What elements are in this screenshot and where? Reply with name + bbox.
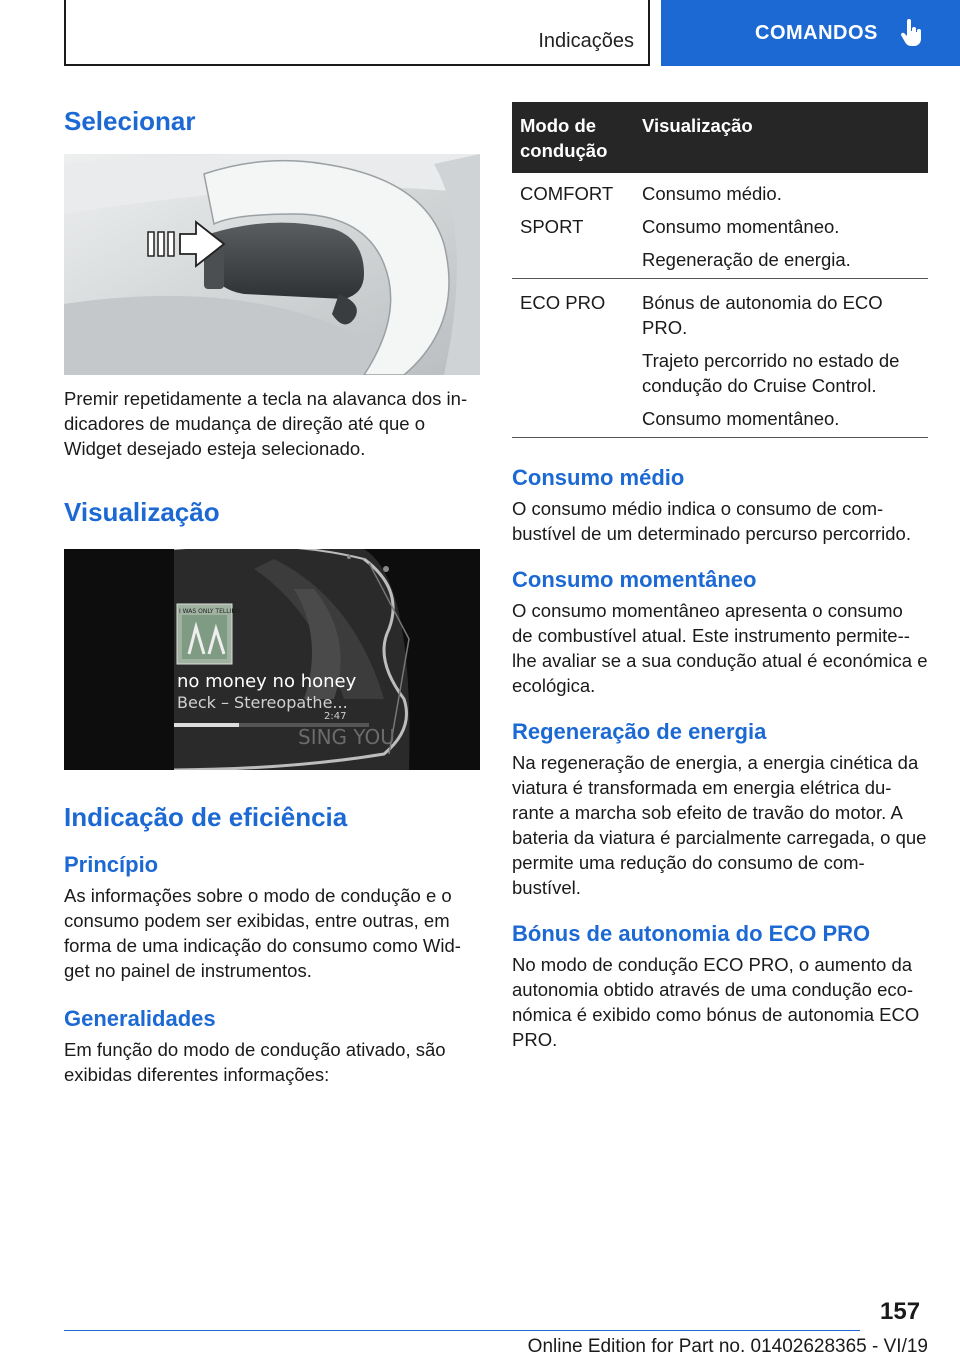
mode-cell: COMFORT [520, 183, 614, 204]
display-cell: Bónus de autonomia do ECO PRO. [642, 292, 883, 338]
display-cell: Consumo momentâneo. [642, 216, 840, 237]
display-cell: Trajeto percorrido no estado de condução do Cruise Control. [642, 350, 900, 396]
pointing-hand-icon [900, 19, 924, 47]
energy-regeneration-heading: Regeneração de energia [512, 719, 767, 744]
table-row [512, 279, 928, 438]
principle-heading: Princípio [64, 852, 159, 877]
display-cell: Consumo momentâneo. [642, 408, 840, 429]
instrument-cluster-screen [64, 549, 480, 770]
driving-mode-table [512, 102, 928, 438]
eco-pro-bonus-paragraph: No modo de condução ECO PRO, o aumento da autonomia obtido através de uma condução eco-nómica é exibido como bónus de autonomia ECO PRO. [512, 954, 920, 1050]
table-header-row [512, 102, 928, 173]
header-frame [64, 0, 650, 66]
track-artist: Beck – Stereopathe... [177, 693, 348, 712]
select-heading: Selecionar [64, 106, 196, 136]
efficiency-heading: Indicação de eficiência [64, 802, 348, 832]
select-paragraph: Premir repetidamente a tecla na alavanca dos in-dicadores de mudança de direção até que o Widget desejado esteja selecionado. [64, 388, 468, 459]
track-time: 2:47 [324, 711, 347, 722]
mode-cell: SPORT [520, 216, 584, 237]
background-text: SING YOU [298, 725, 395, 749]
display-cell: Consumo médio. [642, 183, 782, 204]
avg-consumption-heading: Consumo médio [512, 465, 685, 490]
general-paragraph: Em função do modo de condução ativado, são exibidas diferentes informações: [64, 1039, 446, 1085]
current-consumption-heading: Consumo momentâneo [512, 567, 757, 592]
general-heading: Generalidades [64, 1006, 216, 1031]
table-header-mode: Modo de condução [512, 102, 634, 173]
lever-button-illustration [64, 154, 480, 375]
avg-consumption-paragraph: O consumo médio indica o consumo de com-bustível de um determinado percurso percorrido. [512, 498, 911, 544]
footer-divider [64, 1330, 860, 1331]
track-title: no money no honey [177, 671, 357, 692]
header-chapter-tab[interactable] [661, 0, 960, 66]
header-chapter-label: COMANDOS [755, 21, 878, 44]
left-column [64, 100, 480, 1087]
footer-edition: Online Edition for Part no. 01402628365 - VI/19 [527, 1336, 928, 1357]
right-column [512, 102, 928, 1052]
energy-regeneration-paragraph: Na regeneração de energia, a energia cinética da viatura é transformada em energia elétrica du-rante a marcha sob efeito de travão do motor. A bateria da viatura é parcialmente carregada, o que permite uma redução do consumo de com-bustível. [512, 752, 927, 898]
display-cell: Regeneração de energia. [642, 249, 851, 270]
eco-pro-bonus-heading: Bónus de autonomia do ECO PRO [512, 921, 871, 946]
display-heading: Visualização [64, 497, 220, 527]
album-cover-text: I WAS ONLY TELLING [179, 608, 241, 615]
table-row [512, 173, 928, 279]
mode-cell: ECO PRO [520, 292, 606, 313]
table-header-display: Visualização [634, 102, 928, 173]
current-consumption-paragraph: O consumo momentâneo apresenta o consumo de combustível atual. Este instrumento permite--lhe avaliar se a sua condução atual é económica e ecológica. [512, 600, 928, 696]
header-section-title: Indicações [538, 30, 634, 52]
page-number: 157 [880, 1298, 921, 1325]
principle-paragraph: As informações sobre o modo de condução e o consumo podem ser exibidas, entre outras, em forma de uma indicação do consumo como Wid-get no painel de instrumentos. [64, 885, 461, 981]
